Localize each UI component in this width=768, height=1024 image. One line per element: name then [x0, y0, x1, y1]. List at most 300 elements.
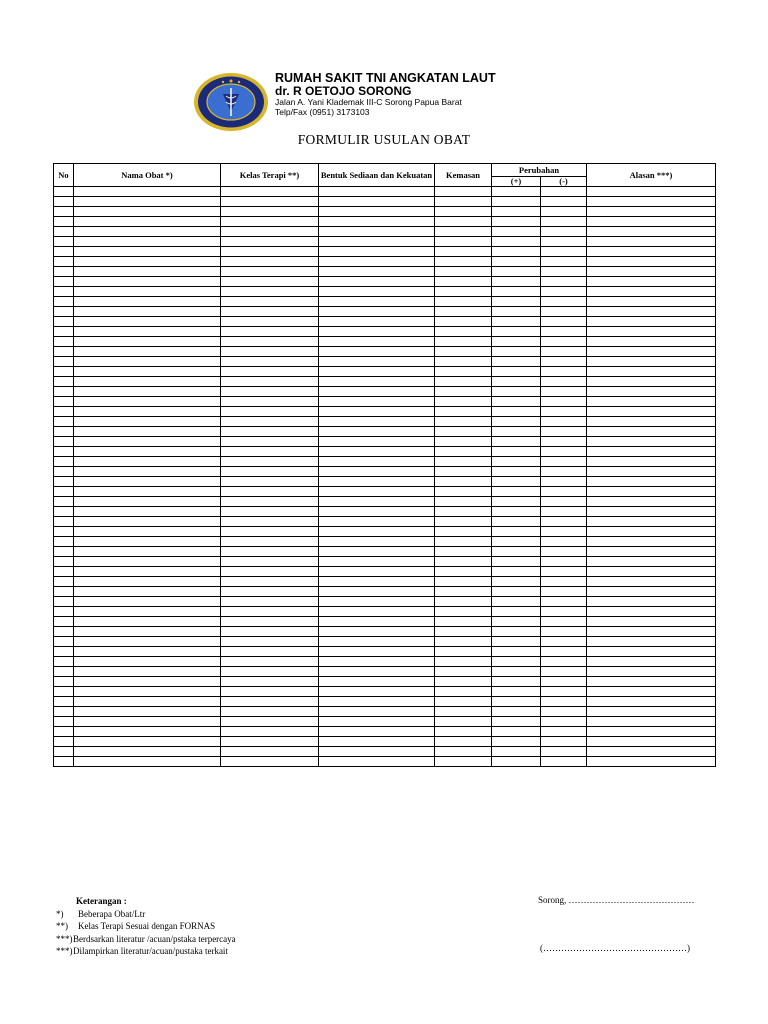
table-cell[interactable] [492, 367, 541, 377]
table-cell[interactable] [221, 757, 319, 767]
table-cell[interactable] [74, 617, 221, 627]
table-cell[interactable] [319, 267, 435, 277]
table-cell[interactable] [435, 727, 492, 737]
table-cell[interactable] [221, 227, 319, 237]
table-cell[interactable] [221, 637, 319, 647]
table-cell[interactable] [74, 287, 221, 297]
table-cell[interactable] [221, 237, 319, 247]
table-cell[interactable] [319, 277, 435, 287]
table-cell[interactable] [492, 627, 541, 637]
table-cell[interactable] [74, 457, 221, 467]
table-cell[interactable] [492, 537, 541, 547]
table-cell[interactable] [492, 207, 541, 217]
table-cell[interactable] [587, 747, 716, 757]
table-cell[interactable] [435, 227, 492, 237]
table-cell[interactable] [54, 417, 74, 427]
table-cell[interactable] [74, 337, 221, 347]
table-cell[interactable] [492, 547, 541, 557]
table-cell[interactable] [319, 517, 435, 527]
table-cell[interactable] [319, 527, 435, 537]
table-cell[interactable] [541, 727, 587, 737]
table-cell[interactable] [319, 487, 435, 497]
table-cell[interactable] [319, 577, 435, 587]
table-cell[interactable] [492, 277, 541, 287]
table-cell[interactable] [54, 207, 74, 217]
table-cell[interactable] [492, 447, 541, 457]
table-cell[interactable] [221, 577, 319, 587]
table-cell[interactable] [54, 597, 74, 607]
table-cell[interactable] [319, 317, 435, 327]
table-cell[interactable] [54, 637, 74, 647]
table-cell[interactable] [492, 607, 541, 617]
table-cell[interactable] [54, 527, 74, 537]
table-cell[interactable] [74, 247, 221, 257]
table-cell[interactable] [221, 377, 319, 387]
table-cell[interactable] [587, 407, 716, 417]
table-cell[interactable] [221, 327, 319, 337]
table-cell[interactable] [541, 267, 587, 277]
table-cell[interactable] [587, 487, 716, 497]
table-cell[interactable] [492, 217, 541, 227]
table-cell[interactable] [319, 307, 435, 317]
table-cell[interactable] [221, 417, 319, 427]
table-cell[interactable] [541, 607, 587, 617]
table-cell[interactable] [319, 397, 435, 407]
table-cell[interactable] [54, 617, 74, 627]
table-cell[interactable] [54, 257, 74, 267]
table-cell[interactable] [221, 447, 319, 457]
table-cell[interactable] [221, 387, 319, 397]
table-cell[interactable] [435, 637, 492, 647]
table-cell[interactable] [54, 307, 74, 317]
table-cell[interactable] [435, 457, 492, 467]
table-cell[interactable] [435, 287, 492, 297]
table-cell[interactable] [541, 547, 587, 557]
table-cell[interactable] [221, 297, 319, 307]
table-cell[interactable] [587, 467, 716, 477]
table-cell[interactable] [492, 597, 541, 607]
table-cell[interactable] [74, 207, 221, 217]
table-cell[interactable] [541, 637, 587, 647]
table-cell[interactable] [74, 327, 221, 337]
table-cell[interactable] [319, 337, 435, 347]
table-cell[interactable] [541, 307, 587, 317]
table-cell[interactable] [541, 577, 587, 587]
table-cell[interactable] [492, 757, 541, 767]
table-cell[interactable] [54, 477, 74, 487]
table-cell[interactable] [435, 397, 492, 407]
table-cell[interactable] [492, 687, 541, 697]
table-cell[interactable] [54, 397, 74, 407]
table-cell[interactable] [221, 207, 319, 217]
table-cell[interactable] [221, 597, 319, 607]
table-cell[interactable] [319, 327, 435, 337]
table-cell[interactable] [221, 667, 319, 677]
table-cell[interactable] [435, 277, 492, 287]
table-cell[interactable] [221, 627, 319, 637]
table-cell[interactable] [541, 237, 587, 247]
table-cell[interactable] [492, 727, 541, 737]
table-cell[interactable] [435, 507, 492, 517]
table-cell[interactable] [221, 437, 319, 447]
table-cell[interactable] [541, 587, 587, 597]
table-cell[interactable] [319, 357, 435, 367]
table-cell[interactable] [319, 207, 435, 217]
table-cell[interactable] [587, 707, 716, 717]
table-cell[interactable] [221, 247, 319, 257]
table-cell[interactable] [492, 237, 541, 247]
table-cell[interactable] [435, 377, 492, 387]
table-cell[interactable] [587, 427, 716, 437]
table-cell[interactable] [492, 697, 541, 707]
table-cell[interactable] [541, 407, 587, 417]
table-cell[interactable] [54, 547, 74, 557]
table-cell[interactable] [74, 407, 221, 417]
table-cell[interactable] [435, 267, 492, 277]
table-cell[interactable] [74, 267, 221, 277]
table-cell[interactable] [319, 497, 435, 507]
table-cell[interactable] [221, 517, 319, 527]
table-cell[interactable] [541, 717, 587, 727]
table-cell[interactable] [74, 547, 221, 557]
table-cell[interactable] [587, 277, 716, 287]
table-cell[interactable] [435, 567, 492, 577]
table-cell[interactable] [587, 587, 716, 597]
table-cell[interactable] [435, 497, 492, 507]
table-cell[interactable] [541, 387, 587, 397]
table-cell[interactable] [492, 337, 541, 347]
table-cell[interactable] [74, 657, 221, 667]
table-cell[interactable] [319, 217, 435, 227]
table-cell[interactable] [435, 237, 492, 247]
table-cell[interactable] [587, 187, 716, 197]
table-cell[interactable] [435, 477, 492, 487]
table-cell[interactable] [492, 257, 541, 267]
table-cell[interactable] [435, 427, 492, 437]
table-cell[interactable] [54, 357, 74, 367]
table-cell[interactable] [74, 367, 221, 377]
table-cell[interactable] [492, 637, 541, 647]
table-cell[interactable] [541, 277, 587, 287]
table-cell[interactable] [492, 467, 541, 477]
table-cell[interactable] [492, 387, 541, 397]
table-cell[interactable] [54, 487, 74, 497]
table-cell[interactable] [54, 377, 74, 387]
table-cell[interactable] [587, 337, 716, 347]
table-cell[interactable] [587, 357, 716, 367]
table-cell[interactable] [54, 217, 74, 227]
table-cell[interactable] [435, 467, 492, 477]
table-cell[interactable] [54, 717, 74, 727]
table-cell[interactable] [319, 677, 435, 687]
table-cell[interactable] [74, 257, 221, 267]
table-cell[interactable] [435, 337, 492, 347]
table-cell[interactable] [435, 617, 492, 627]
table-cell[interactable] [54, 437, 74, 447]
table-cell[interactable] [74, 487, 221, 497]
table-cell[interactable] [319, 637, 435, 647]
table-cell[interactable] [541, 567, 587, 577]
table-cell[interactable] [54, 367, 74, 377]
table-cell[interactable] [319, 727, 435, 737]
table-cell[interactable] [435, 707, 492, 717]
table-cell[interactable] [492, 737, 541, 747]
table-cell[interactable] [587, 217, 716, 227]
table-cell[interactable] [541, 597, 587, 607]
table-cell[interactable] [221, 467, 319, 477]
table-cell[interactable] [221, 187, 319, 197]
table-cell[interactable] [74, 387, 221, 397]
table-cell[interactable] [319, 367, 435, 377]
table-cell[interactable] [74, 187, 221, 197]
table-cell[interactable] [541, 477, 587, 487]
table-cell[interactable] [587, 417, 716, 427]
table-cell[interactable] [319, 747, 435, 757]
table-cell[interactable] [74, 627, 221, 637]
table-cell[interactable] [319, 507, 435, 517]
table-cell[interactable] [435, 347, 492, 357]
table-cell[interactable] [587, 627, 716, 637]
table-cell[interactable] [74, 527, 221, 537]
table-cell[interactable] [435, 607, 492, 617]
table-cell[interactable] [54, 457, 74, 467]
table-cell[interactable] [221, 647, 319, 657]
table-cell[interactable] [221, 397, 319, 407]
table-cell[interactable] [541, 187, 587, 197]
table-cell[interactable] [541, 197, 587, 207]
table-cell[interactable] [221, 217, 319, 227]
table-cell[interactable] [587, 687, 716, 697]
table-cell[interactable] [74, 357, 221, 367]
table-cell[interactable] [587, 567, 716, 577]
table-cell[interactable] [221, 687, 319, 697]
table-cell[interactable] [492, 487, 541, 497]
table-cell[interactable] [435, 577, 492, 587]
table-cell[interactable] [221, 487, 319, 497]
table-cell[interactable] [492, 287, 541, 297]
table-cell[interactable] [435, 257, 492, 267]
table-cell[interactable] [54, 267, 74, 277]
table-cell[interactable] [54, 287, 74, 297]
table-cell[interactable] [587, 607, 716, 617]
table-cell[interactable] [221, 717, 319, 727]
table-cell[interactable] [319, 387, 435, 397]
table-cell[interactable] [435, 487, 492, 497]
table-cell[interactable] [54, 467, 74, 477]
table-cell[interactable] [541, 697, 587, 707]
table-cell[interactable] [587, 327, 716, 337]
table-cell[interactable] [319, 567, 435, 577]
table-cell[interactable] [74, 507, 221, 517]
table-cell[interactable] [587, 387, 716, 397]
table-cell[interactable] [587, 637, 716, 647]
table-cell[interactable] [54, 327, 74, 337]
table-cell[interactable] [435, 327, 492, 337]
table-cell[interactable] [319, 407, 435, 417]
table-cell[interactable] [435, 737, 492, 747]
table-cell[interactable] [492, 497, 541, 507]
table-cell[interactable] [541, 377, 587, 387]
table-cell[interactable] [54, 347, 74, 357]
table-cell[interactable] [54, 427, 74, 437]
table-cell[interactable] [492, 477, 541, 487]
table-cell[interactable] [74, 377, 221, 387]
table-cell[interactable] [221, 257, 319, 267]
table-cell[interactable] [435, 747, 492, 757]
table-cell[interactable] [319, 347, 435, 357]
table-cell[interactable] [54, 587, 74, 597]
table-cell[interactable] [435, 247, 492, 257]
table-cell[interactable] [541, 747, 587, 757]
table-cell[interactable] [221, 697, 319, 707]
table-cell[interactable] [541, 257, 587, 267]
table-cell[interactable] [541, 757, 587, 767]
table-cell[interactable] [541, 397, 587, 407]
table-cell[interactable] [221, 537, 319, 547]
table-cell[interactable] [221, 347, 319, 357]
table-cell[interactable] [54, 277, 74, 287]
table-cell[interactable] [319, 617, 435, 627]
table-cell[interactable] [587, 347, 716, 357]
table-cell[interactable] [587, 647, 716, 657]
table-cell[interactable] [541, 687, 587, 697]
table-cell[interactable] [541, 247, 587, 257]
table-cell[interactable] [492, 517, 541, 527]
table-cell[interactable] [319, 247, 435, 257]
table-cell[interactable] [54, 697, 74, 707]
table-cell[interactable] [221, 407, 319, 417]
table-cell[interactable] [587, 557, 716, 567]
table-cell[interactable] [587, 227, 716, 237]
table-cell[interactable] [74, 727, 221, 737]
table-cell[interactable] [435, 687, 492, 697]
table-cell[interactable] [319, 557, 435, 567]
table-cell[interactable] [319, 657, 435, 667]
table-cell[interactable] [435, 197, 492, 207]
table-cell[interactable] [435, 717, 492, 727]
table-cell[interactable] [492, 397, 541, 407]
table-cell[interactable] [74, 477, 221, 487]
table-cell[interactable] [587, 267, 716, 277]
table-cell[interactable] [74, 647, 221, 657]
table-cell[interactable] [221, 427, 319, 437]
table-cell[interactable] [435, 417, 492, 427]
table-cell[interactable] [74, 597, 221, 607]
table-cell[interactable] [435, 357, 492, 367]
table-cell[interactable] [54, 247, 74, 257]
table-cell[interactable] [435, 407, 492, 417]
table-cell[interactable] [221, 457, 319, 467]
table-cell[interactable] [541, 317, 587, 327]
table-cell[interactable] [54, 577, 74, 587]
table-cell[interactable] [319, 587, 435, 597]
table-cell[interactable] [492, 327, 541, 337]
table-cell[interactable] [541, 427, 587, 437]
table-cell[interactable] [587, 497, 716, 507]
table-cell[interactable] [541, 217, 587, 227]
table-cell[interactable] [319, 437, 435, 447]
table-cell[interactable] [319, 187, 435, 197]
table-cell[interactable] [54, 537, 74, 547]
table-cell[interactable] [319, 377, 435, 387]
table-cell[interactable] [587, 727, 716, 737]
table-cell[interactable] [587, 447, 716, 457]
table-cell[interactable] [587, 207, 716, 217]
table-cell[interactable] [54, 747, 74, 757]
table-cell[interactable] [435, 547, 492, 557]
table-cell[interactable] [74, 317, 221, 327]
table-cell[interactable] [492, 247, 541, 257]
table-cell[interactable] [221, 307, 319, 317]
table-cell[interactable] [74, 297, 221, 307]
table-cell[interactable] [319, 227, 435, 237]
table-cell[interactable] [221, 587, 319, 597]
table-cell[interactable] [435, 517, 492, 527]
table-cell[interactable] [541, 537, 587, 547]
table-cell[interactable] [587, 237, 716, 247]
table-cell[interactable] [435, 447, 492, 457]
table-cell[interactable] [541, 507, 587, 517]
table-cell[interactable] [492, 657, 541, 667]
table-cell[interactable] [319, 757, 435, 767]
table-cell[interactable] [74, 747, 221, 757]
table-cell[interactable] [221, 337, 319, 347]
table-cell[interactable] [541, 647, 587, 657]
table-cell[interactable] [54, 187, 74, 197]
table-cell[interactable] [74, 607, 221, 617]
table-cell[interactable] [587, 737, 716, 747]
table-cell[interactable] [221, 277, 319, 287]
table-cell[interactable] [587, 297, 716, 307]
table-cell[interactable] [587, 457, 716, 467]
table-cell[interactable] [74, 707, 221, 717]
table-cell[interactable] [74, 417, 221, 427]
table-cell[interactable] [541, 417, 587, 427]
table-cell[interactable] [435, 307, 492, 317]
table-cell[interactable] [492, 707, 541, 717]
table-cell[interactable] [587, 257, 716, 267]
table-cell[interactable] [587, 547, 716, 557]
table-cell[interactable] [435, 187, 492, 197]
table-cell[interactable] [74, 687, 221, 697]
table-cell[interactable] [587, 757, 716, 767]
table-cell[interactable] [435, 317, 492, 327]
table-cell[interactable] [492, 297, 541, 307]
table-cell[interactable] [54, 607, 74, 617]
table-cell[interactable] [319, 717, 435, 727]
table-cell[interactable] [541, 457, 587, 467]
table-cell[interactable] [492, 427, 541, 437]
table-cell[interactable] [54, 727, 74, 737]
table-cell[interactable] [587, 597, 716, 607]
table-cell[interactable] [492, 567, 541, 577]
table-cell[interactable] [74, 697, 221, 707]
table-cell[interactable] [435, 557, 492, 567]
table-cell[interactable] [319, 627, 435, 637]
table-cell[interactable] [74, 397, 221, 407]
table-cell[interactable] [319, 737, 435, 747]
table-cell[interactable] [435, 647, 492, 657]
table-cell[interactable] [319, 697, 435, 707]
table-cell[interactable] [319, 197, 435, 207]
table-cell[interactable] [492, 417, 541, 427]
table-cell[interactable] [587, 247, 716, 257]
table-cell[interactable] [319, 597, 435, 607]
table-cell[interactable] [319, 687, 435, 697]
table-cell[interactable] [541, 367, 587, 377]
table-cell[interactable] [435, 297, 492, 307]
table-cell[interactable] [492, 377, 541, 387]
